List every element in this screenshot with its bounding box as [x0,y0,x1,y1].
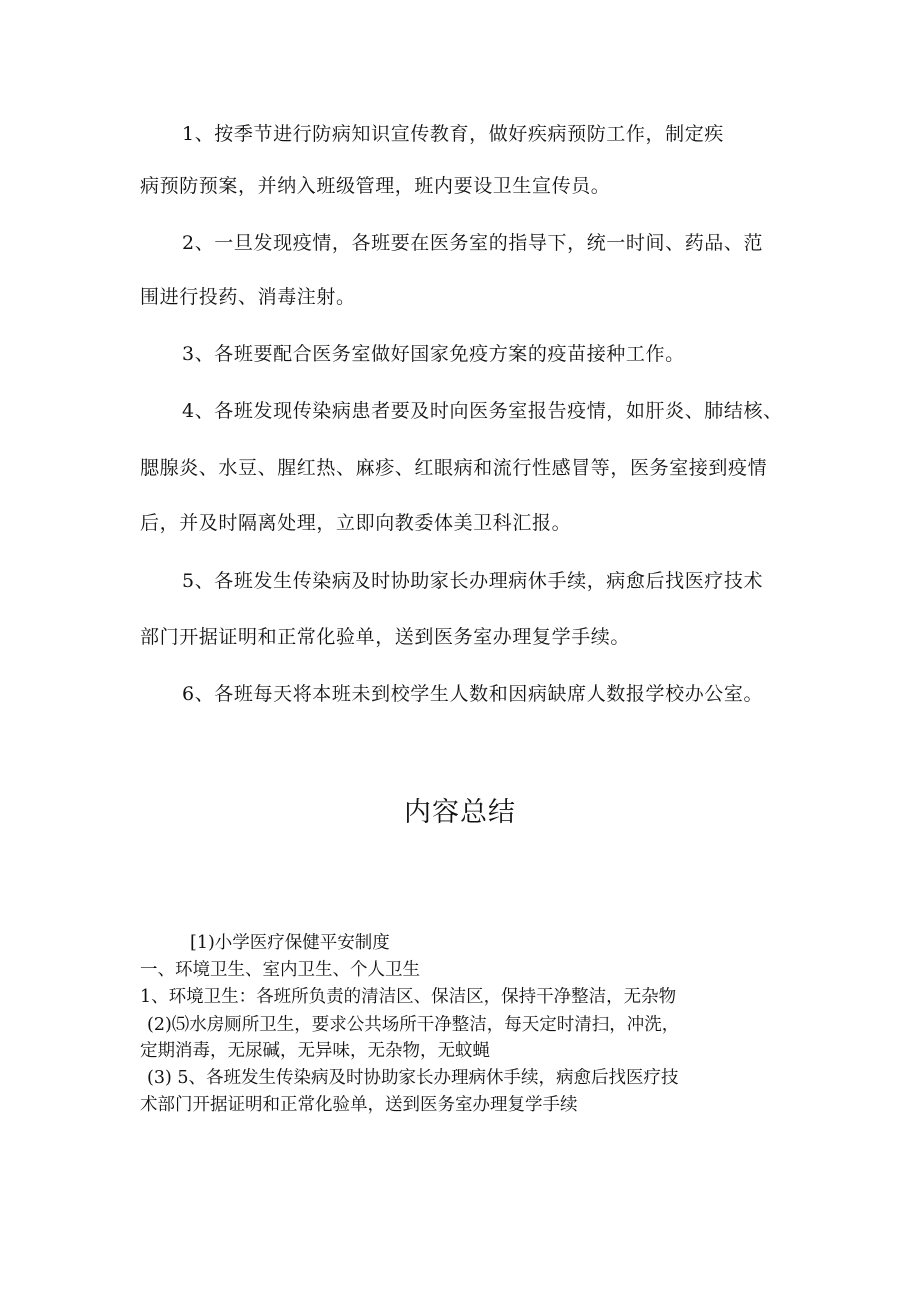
rule-3-line-1: 3、各班要配合医务室做好国家免疫方案的疫苗接种工作。 [182,343,685,365]
summary-line-3: 1、环境卫生：各班所负责的清洁区、保洁区，保持干净整洁，无杂物 [140,987,677,1007]
summary-line-7: 术部门开据证明和正常化验单，送到医务室办理复学手续 [140,1095,578,1115]
summary-line-2: 一、环境卫生、室内卫生、个人卫生 [140,960,420,980]
rule-5-line-1: 5、各班发生传染病及时协助家长办理病休手续，病愈后找医疗技术 [182,570,764,592]
rule-2-line-1: 2、一旦发现疫情，各班要在医务室的指导下，统一时间、药品、范 [182,232,764,254]
rule-2-line-2: 围进行投药、消毒注射。 [140,286,356,308]
summary-line-6: (3) 5、各班发生传染病及时协助家长办理病休手续，病愈后找医疗技 [147,1068,679,1088]
summary-title: 内容总结 [404,797,516,828]
rule-4-line-3: 后，并及时隔离处理，立即向教委体美卫科汇报。 [140,512,572,534]
rule-1-line-1: 1、按季节进行防病知识宣传教育，做好疾病预防工作，制定疾 [182,123,724,145]
rule-6-line-1: 6、各班每天将本班未到校学生人数和因病缺席人数报学校办公室。 [182,683,764,705]
rule-4-line-2: 腮腺炎、水豆、腥红热、麻疹、红眼病和流行性感冒等，医务室接到疫情 [140,457,768,479]
rule-4-line-1: 4、各班发现传染病患者要及时向医务室报告疫情，如肝炎、肺结核、 [182,400,783,422]
rule-5-line-2: 部门开据证明和正常化验单，送到医务室办理复学手续。 [140,626,631,648]
summary-line-4: (2)⑸水房厕所卫生，要求公共场所干净整洁，每天定时清扫，冲洗， [147,1015,680,1035]
summary-line-5: 定期消毒，无尿碱，无异味，无杂物，无蚊蝇 [140,1041,490,1061]
rule-1-line-2: 病预防预案，并纳入班级管理，班内要设卫生宣传员。 [140,175,611,197]
summary-line-1: [1)小学医疗保健平安制度 [190,933,390,953]
